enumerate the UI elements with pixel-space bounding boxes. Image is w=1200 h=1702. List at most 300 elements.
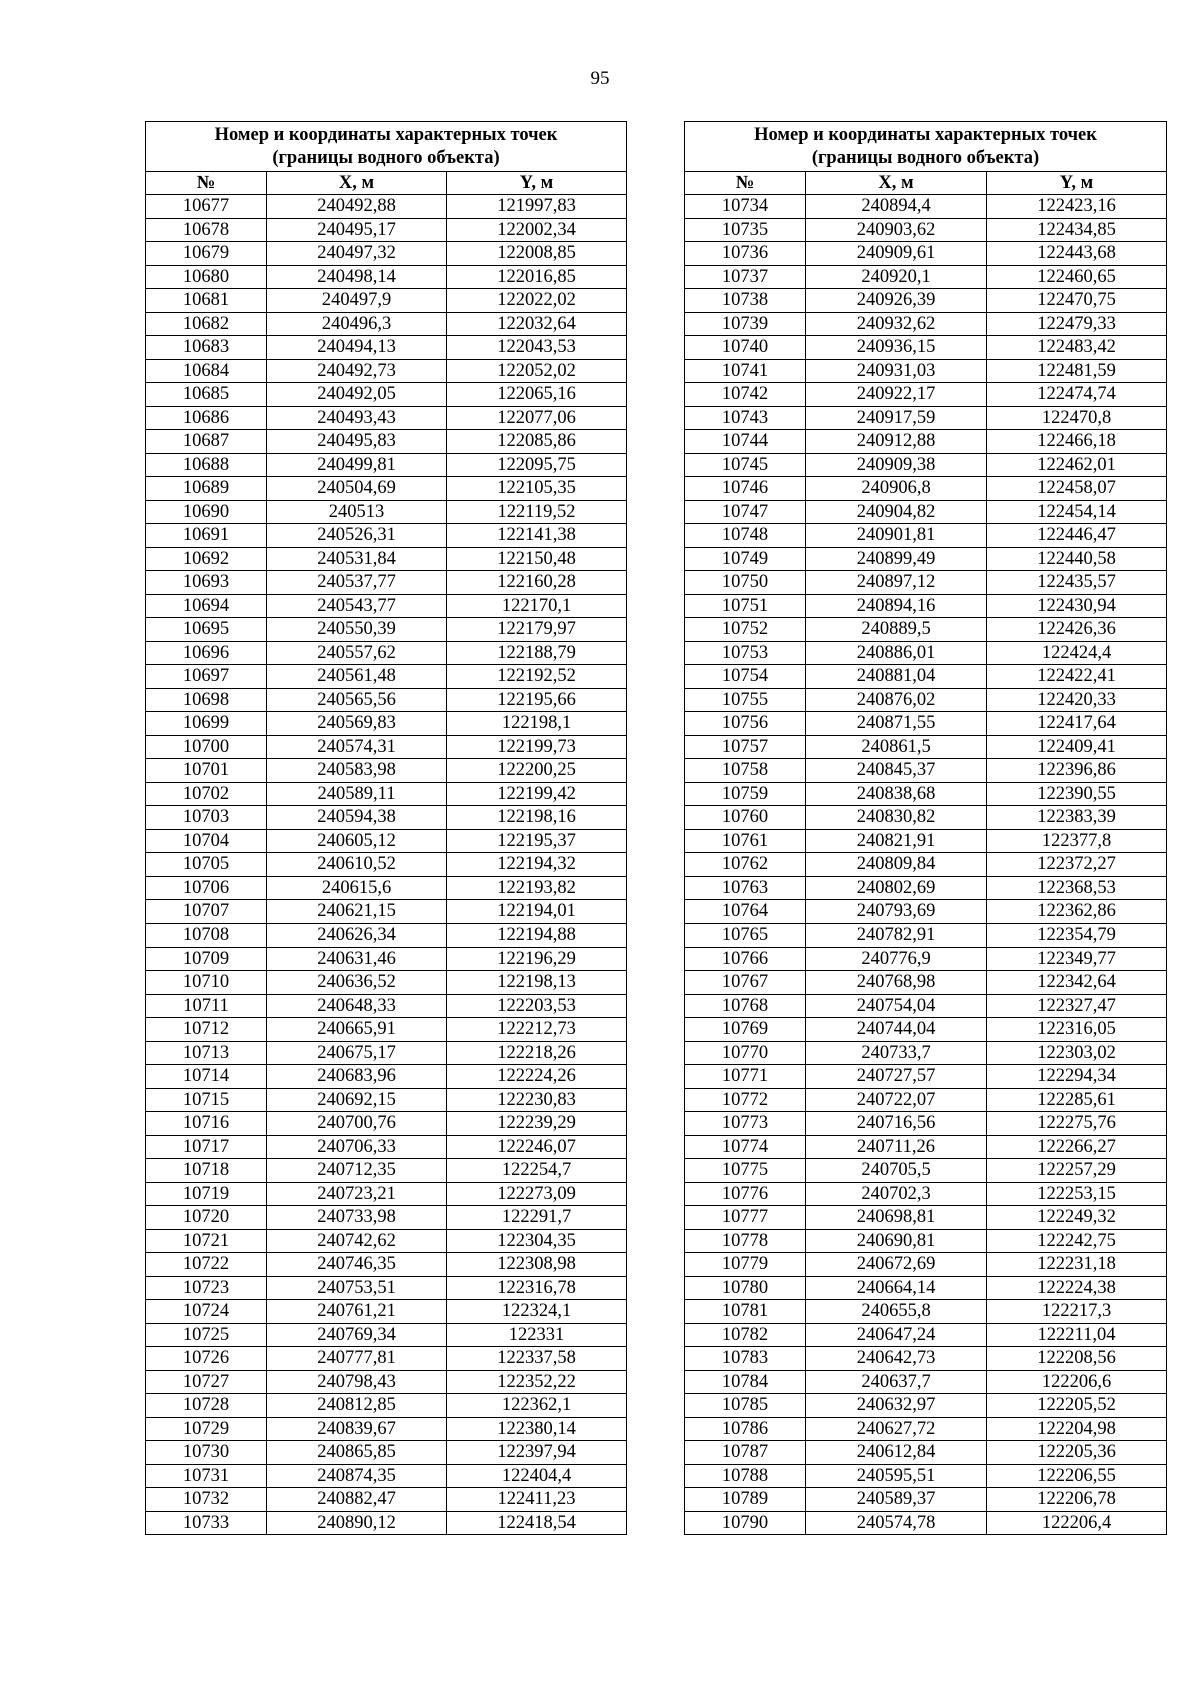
y-coordinate-cell: 122479,33: [987, 312, 1167, 336]
point-number-cell: 10692: [146, 547, 267, 571]
table-row: [146, 1018, 627, 1042]
y-coordinate-cell: 122211,04: [987, 1323, 1167, 1347]
point-number-cell: 10680: [146, 265, 267, 289]
table-row: [146, 1088, 627, 1112]
y-coordinate-cell: 122454,14: [987, 500, 1167, 524]
table-row: [685, 759, 1167, 783]
point-number-cell: 10785: [685, 1394, 806, 1418]
x-coordinate-cell: 240922,17: [806, 383, 987, 407]
table-row: [685, 641, 1167, 665]
table-body: [146, 195, 627, 1535]
y-coordinate-cell: 122257,29: [987, 1159, 1167, 1183]
point-number-cell: 10714: [146, 1065, 267, 1089]
point-number-cell: 10702: [146, 782, 267, 806]
point-number-cell: 10696: [146, 641, 267, 665]
table-row: [685, 1323, 1167, 1347]
x-coordinate-cell: 240583,98: [267, 759, 447, 783]
point-number-cell: 10739: [685, 312, 806, 336]
x-coordinate-cell: 240531,84: [267, 547, 447, 571]
table-row: [685, 618, 1167, 642]
point-number-cell: 10694: [146, 594, 267, 618]
table-row: [685, 900, 1167, 924]
table-row: [146, 594, 627, 618]
point-number-cell: 10700: [146, 735, 267, 759]
y-coordinate-cell: 122424,4: [987, 641, 1167, 665]
x-coordinate-cell: 240574,31: [267, 735, 447, 759]
y-coordinate-cell: 122198,1: [447, 712, 627, 736]
table-row: [685, 1511, 1167, 1535]
y-coordinate-cell: 122016,85: [447, 265, 627, 289]
y-coordinate-cell: 122170,1: [447, 594, 627, 618]
y-coordinate-cell: 122417,64: [987, 712, 1167, 736]
y-coordinate-cell: 122483,42: [987, 336, 1167, 360]
x-coordinate-cell: 240526,31: [267, 524, 447, 548]
point-number-cell: 10790: [685, 1511, 806, 1535]
x-coordinate-cell: 240627,72: [806, 1417, 987, 1441]
table-row: [685, 500, 1167, 524]
y-coordinate-cell: 122462,01: [987, 453, 1167, 477]
x-coordinate-cell: 240865,85: [267, 1441, 447, 1465]
table-row: [685, 923, 1167, 947]
x-coordinate-cell: 240821,91: [806, 829, 987, 853]
point-number-cell: 10691: [146, 524, 267, 548]
table-row: [146, 453, 627, 477]
x-coordinate-cell: 240897,12: [806, 571, 987, 595]
point-number-cell: 10778: [685, 1229, 806, 1253]
y-coordinate-cell: 122179,97: [447, 618, 627, 642]
x-coordinate-cell: 240665,91: [267, 1018, 447, 1042]
x-coordinate-cell: 240917,59: [806, 406, 987, 430]
table-row: [685, 195, 1167, 219]
table-row: [685, 1394, 1167, 1418]
point-number-cell: 10746: [685, 477, 806, 501]
y-coordinate-cell: 122390,55: [987, 782, 1167, 806]
table-row: [146, 876, 627, 900]
table-row: [685, 1488, 1167, 1512]
x-coordinate-cell: 240769,34: [267, 1323, 447, 1347]
table-row: [685, 1018, 1167, 1042]
y-coordinate-cell: 122192,52: [447, 665, 627, 689]
point-number-cell: 10693: [146, 571, 267, 595]
point-number-cell: 10783: [685, 1347, 806, 1371]
x-coordinate-cell: 240561,48: [267, 665, 447, 689]
table-row: [685, 453, 1167, 477]
y-coordinate-cell: 122380,14: [447, 1417, 627, 1441]
point-number-cell: 10728: [146, 1394, 267, 1418]
table-row: [146, 1135, 627, 1159]
table-row: [685, 1206, 1167, 1230]
x-coordinate-cell: 240610,52: [267, 853, 447, 877]
table-row: [685, 1417, 1167, 1441]
table-row: [146, 1041, 627, 1065]
y-coordinate-cell: 122383,39: [987, 806, 1167, 830]
table-row: [685, 242, 1167, 266]
x-coordinate-cell: 240901,81: [806, 524, 987, 548]
y-coordinate-cell: 122470,75: [987, 289, 1167, 313]
table-row: [685, 383, 1167, 407]
point-number-cell: 10722: [146, 1253, 267, 1277]
table-subtitle-line: (границы водного объекта): [811, 147, 1040, 168]
column-header-x: X, м: [267, 172, 447, 195]
table-row: [685, 806, 1167, 830]
y-coordinate-cell: 122224,26: [447, 1065, 627, 1089]
x-coordinate-cell: 240798,43: [267, 1370, 447, 1394]
y-coordinate-cell: 122203,53: [447, 994, 627, 1018]
x-coordinate-cell: 240727,57: [806, 1065, 987, 1089]
point-number-cell: 10726: [146, 1347, 267, 1371]
point-number-cell: 10754: [685, 665, 806, 689]
y-coordinate-cell: 122199,73: [447, 735, 627, 759]
x-coordinate-cell: 240733,98: [267, 1206, 447, 1230]
x-coordinate-cell: 240637,7: [806, 1370, 987, 1394]
x-coordinate-cell: 240871,55: [806, 712, 987, 736]
point-number-cell: 10768: [685, 994, 806, 1018]
table-row: [146, 971, 627, 995]
x-coordinate-cell: 240672,69: [806, 1253, 987, 1277]
x-coordinate-cell: 240513: [267, 500, 447, 524]
y-coordinate-cell: 122397,94: [447, 1441, 627, 1465]
y-coordinate-cell: 122434,85: [987, 218, 1167, 242]
point-number-cell: 10772: [685, 1088, 806, 1112]
x-coordinate-cell: 240874,35: [267, 1464, 447, 1488]
table-row: [685, 665, 1167, 689]
y-coordinate-cell: 122327,47: [987, 994, 1167, 1018]
x-coordinate-cell: 240861,5: [806, 735, 987, 759]
y-coordinate-cell: 122199,42: [447, 782, 627, 806]
y-coordinate-cell: 122481,59: [987, 359, 1167, 383]
y-coordinate-cell: 122430,94: [987, 594, 1167, 618]
x-coordinate-cell: 240569,83: [267, 712, 447, 736]
x-coordinate-cell: 240899,49: [806, 547, 987, 571]
x-coordinate-cell: 240802,69: [806, 876, 987, 900]
point-number-cell: 10717: [146, 1135, 267, 1159]
y-coordinate-cell: 122470,8: [987, 406, 1167, 430]
point-number-cell: 10735: [685, 218, 806, 242]
y-coordinate-cell: 122239,29: [447, 1112, 627, 1136]
x-coordinate-cell: 240782,91: [806, 923, 987, 947]
x-coordinate-cell: 240777,81: [267, 1347, 447, 1371]
y-coordinate-cell: 122372,27: [987, 853, 1167, 877]
y-coordinate-cell: 122230,83: [447, 1088, 627, 1112]
y-coordinate-cell: 122426,36: [987, 618, 1167, 642]
y-coordinate-cell: 122193,82: [447, 876, 627, 900]
table-row: [146, 571, 627, 595]
x-coordinate-cell: 240589,11: [267, 782, 447, 806]
x-coordinate-cell: 240712,35: [267, 1159, 447, 1183]
y-coordinate-cell: 122205,36: [987, 1441, 1167, 1465]
table-row: [146, 336, 627, 360]
point-number-cell: 10720: [146, 1206, 267, 1230]
table-row: [685, 218, 1167, 242]
point-number-cell: 10769: [685, 1018, 806, 1042]
x-coordinate-cell: 240632,97: [806, 1394, 987, 1418]
y-coordinate-cell: 122008,85: [447, 242, 627, 266]
table-row: [146, 406, 627, 430]
y-coordinate-cell: 122275,76: [987, 1112, 1167, 1136]
y-coordinate-cell: 122362,1: [447, 1394, 627, 1418]
table-row: [685, 876, 1167, 900]
point-number-cell: 10718: [146, 1159, 267, 1183]
table-row: [685, 1229, 1167, 1253]
point-number-cell: 10688: [146, 453, 267, 477]
table-row: [685, 1135, 1167, 1159]
y-coordinate-cell: 122208,56: [987, 1347, 1167, 1371]
y-coordinate-cell: 122043,53: [447, 336, 627, 360]
x-coordinate-cell: 240537,77: [267, 571, 447, 595]
x-coordinate-cell: 240906,8: [806, 477, 987, 501]
point-number-cell: 10731: [146, 1464, 267, 1488]
point-number-cell: 10708: [146, 923, 267, 947]
table-body: [685, 195, 1167, 1535]
x-coordinate-cell: 240809,84: [806, 853, 987, 877]
x-coordinate-cell: 240493,43: [267, 406, 447, 430]
table-row: [146, 1464, 627, 1488]
point-number-cell: 10760: [685, 806, 806, 830]
x-coordinate-cell: 240655,8: [806, 1300, 987, 1324]
point-number-cell: 10724: [146, 1300, 267, 1324]
point-number-cell: 10789: [685, 1488, 806, 1512]
column-header-y: Y, м: [447, 172, 627, 195]
x-coordinate-cell: 240793,69: [806, 900, 987, 924]
table-row: [146, 712, 627, 736]
point-number-cell: 10677: [146, 195, 267, 219]
y-coordinate-cell: 122141,38: [447, 524, 627, 548]
y-coordinate-cell: 122224,38: [987, 1276, 1167, 1300]
x-coordinate-cell: 240495,17: [267, 218, 447, 242]
point-number-cell: 10690: [146, 500, 267, 524]
point-number-cell: 10764: [685, 900, 806, 924]
x-coordinate-cell: 240830,82: [806, 806, 987, 830]
y-coordinate-cell: 122354,79: [987, 923, 1167, 947]
table-row: [685, 1464, 1167, 1488]
point-number-cell: 10678: [146, 218, 267, 242]
point-number-cell: 10715: [146, 1088, 267, 1112]
x-coordinate-cell: 240711,26: [806, 1135, 987, 1159]
table-row: [146, 1323, 627, 1347]
point-number-cell: 10755: [685, 688, 806, 712]
table-row: [146, 759, 627, 783]
table-row: [146, 477, 627, 501]
table-row: [146, 1394, 627, 1418]
table-title-line: Номер и координаты характерных точек: [214, 124, 558, 145]
y-coordinate-cell: 122316,78: [447, 1276, 627, 1300]
table-row: [146, 1253, 627, 1277]
y-coordinate-cell: 122253,15: [987, 1182, 1167, 1206]
y-coordinate-cell: 122052,02: [447, 359, 627, 383]
x-coordinate-cell: 240675,17: [267, 1041, 447, 1065]
x-coordinate-cell: 240926,39: [806, 289, 987, 313]
table-row: [146, 1511, 627, 1535]
table-row: [685, 1253, 1167, 1277]
y-coordinate-cell: 122095,75: [447, 453, 627, 477]
point-number-cell: 10761: [685, 829, 806, 853]
y-coordinate-cell: 122324,1: [447, 1300, 627, 1324]
table-title-line: Номер и координаты характерных точек: [754, 124, 1097, 145]
x-coordinate-cell: 240692,15: [267, 1088, 447, 1112]
table-row: [685, 688, 1167, 712]
x-coordinate-cell: 240838,68: [806, 782, 987, 806]
x-coordinate-cell: 240776,9: [806, 947, 987, 971]
point-number-cell: 10773: [685, 1112, 806, 1136]
x-coordinate-cell: 240753,51: [267, 1276, 447, 1300]
point-number-cell: 10787: [685, 1441, 806, 1465]
table-row: [685, 406, 1167, 430]
table-row: [685, 1112, 1167, 1136]
y-coordinate-cell: 122352,22: [447, 1370, 627, 1394]
table-row: [685, 782, 1167, 806]
x-coordinate-cell: 240932,62: [806, 312, 987, 336]
point-number-cell: 10756: [685, 712, 806, 736]
point-number-cell: 10759: [685, 782, 806, 806]
y-coordinate-cell: 122443,68: [987, 242, 1167, 266]
point-number-cell: 10742: [685, 383, 806, 407]
y-coordinate-cell: 122206,6: [987, 1370, 1167, 1394]
x-coordinate-cell: 240543,77: [267, 594, 447, 618]
x-coordinate-cell: 240723,21: [267, 1182, 447, 1206]
y-coordinate-cell: 122198,13: [447, 971, 627, 995]
y-coordinate-cell: 122396,86: [987, 759, 1167, 783]
x-coordinate-cell: 240615,6: [267, 876, 447, 900]
x-coordinate-cell: 240589,37: [806, 1488, 987, 1512]
point-number-cell: 10686: [146, 406, 267, 430]
table-row: [146, 524, 627, 548]
point-number-cell: 10786: [685, 1417, 806, 1441]
x-coordinate-cell: 240733,7: [806, 1041, 987, 1065]
point-number-cell: 10719: [146, 1182, 267, 1206]
x-coordinate-cell: 240492,05: [267, 383, 447, 407]
table-row: [146, 1488, 627, 1512]
point-number-cell: 10779: [685, 1253, 806, 1277]
y-coordinate-cell: 122200,25: [447, 759, 627, 783]
table-row: [685, 359, 1167, 383]
point-number-cell: 10777: [685, 1206, 806, 1230]
x-coordinate-cell: 240936,15: [806, 336, 987, 360]
table-row: [146, 806, 627, 830]
x-coordinate-cell: 240492,88: [267, 195, 447, 219]
y-coordinate-cell: 122195,66: [447, 688, 627, 712]
point-number-cell: 10695: [146, 618, 267, 642]
table-row: [685, 1041, 1167, 1065]
table-row: [685, 1347, 1167, 1371]
x-coordinate-cell: 240845,37: [806, 759, 987, 783]
x-coordinate-cell: 240890,12: [267, 1511, 447, 1535]
x-coordinate-cell: 240931,03: [806, 359, 987, 383]
y-coordinate-cell: 122160,28: [447, 571, 627, 595]
y-coordinate-cell: 122206,55: [987, 1464, 1167, 1488]
table-row: [146, 218, 627, 242]
point-number-cell: 10770: [685, 1041, 806, 1065]
y-coordinate-cell: 122188,79: [447, 641, 627, 665]
y-coordinate-cell: 122022,02: [447, 289, 627, 313]
point-number-cell: 10705: [146, 853, 267, 877]
x-coordinate-cell: 240894,4: [806, 195, 987, 219]
point-number-cell: 10706: [146, 876, 267, 900]
x-coordinate-cell: 240705,5: [806, 1159, 987, 1183]
y-coordinate-cell: 122249,32: [987, 1206, 1167, 1230]
y-coordinate-cell: 122194,01: [447, 900, 627, 924]
y-coordinate-cell: 122212,73: [447, 1018, 627, 1042]
table-row: [146, 665, 627, 689]
y-coordinate-cell: 122368,53: [987, 876, 1167, 900]
table-row: [685, 735, 1167, 759]
y-coordinate-cell: 122331: [447, 1323, 627, 1347]
y-coordinate-cell: 122316,05: [987, 1018, 1167, 1042]
x-coordinate-cell: 240631,46: [267, 947, 447, 971]
table-row: [685, 265, 1167, 289]
point-number-cell: 10782: [685, 1323, 806, 1347]
column-header-y: Y, м: [987, 172, 1167, 195]
table-row: [685, 336, 1167, 360]
y-coordinate-cell: 122198,16: [447, 806, 627, 830]
y-coordinate-cell: 122337,58: [447, 1347, 627, 1371]
y-coordinate-cell: 122435,57: [987, 571, 1167, 595]
point-number-cell: 10704: [146, 829, 267, 853]
y-coordinate-cell: 122304,35: [447, 1229, 627, 1253]
point-number-cell: 10712: [146, 1018, 267, 1042]
y-coordinate-cell: 122423,16: [987, 195, 1167, 219]
page-number: 95: [590, 68, 610, 89]
x-coordinate-cell: 240700,76: [267, 1112, 447, 1136]
y-coordinate-cell: 122032,64: [447, 312, 627, 336]
y-coordinate-cell: 122446,47: [987, 524, 1167, 548]
point-number-cell: 10775: [685, 1159, 806, 1183]
y-coordinate-cell: 122409,41: [987, 735, 1167, 759]
table-row: [146, 1159, 627, 1183]
x-coordinate-cell: 240496,3: [267, 312, 447, 336]
table-row: [146, 1417, 627, 1441]
x-coordinate-cell: 240882,47: [267, 1488, 447, 1512]
x-coordinate-cell: 240594,38: [267, 806, 447, 830]
y-coordinate-cell: 122195,37: [447, 829, 627, 853]
x-coordinate-cell: 240716,56: [806, 1112, 987, 1136]
x-coordinate-cell: 240648,33: [267, 994, 447, 1018]
point-number-cell: 10710: [146, 971, 267, 995]
x-coordinate-cell: 240636,52: [267, 971, 447, 995]
point-number-cell: 10684: [146, 359, 267, 383]
y-coordinate-cell: 122420,33: [987, 688, 1167, 712]
x-coordinate-cell: 240702,3: [806, 1182, 987, 1206]
x-coordinate-cell: 240504,69: [267, 477, 447, 501]
x-coordinate-cell: 240698,81: [806, 1206, 987, 1230]
y-coordinate-cell: 122294,34: [987, 1065, 1167, 1089]
table-row: [146, 900, 627, 924]
point-number-cell: 10737: [685, 265, 806, 289]
x-coordinate-cell: 240664,14: [806, 1276, 987, 1300]
y-coordinate-cell: 122418,54: [447, 1511, 627, 1535]
point-number-cell: 10725: [146, 1323, 267, 1347]
y-coordinate-cell: 122458,07: [987, 477, 1167, 501]
y-coordinate-cell: 122466,18: [987, 430, 1167, 454]
x-coordinate-cell: 240495,83: [267, 430, 447, 454]
y-coordinate-cell: 122218,26: [447, 1041, 627, 1065]
point-number-cell: 10750: [685, 571, 806, 595]
x-coordinate-cell: 240912,88: [806, 430, 987, 454]
y-coordinate-cell: 122349,77: [987, 947, 1167, 971]
y-coordinate-cell: 122246,07: [447, 1135, 627, 1159]
table-row: [146, 1229, 627, 1253]
y-coordinate-cell: 122273,09: [447, 1182, 627, 1206]
x-coordinate-cell: 240499,81: [267, 453, 447, 477]
point-number-cell: 10727: [146, 1370, 267, 1394]
x-coordinate-cell: 240812,85: [267, 1394, 447, 1418]
point-number-cell: 10707: [146, 900, 267, 924]
table-row: [685, 289, 1167, 313]
point-number-cell: 10682: [146, 312, 267, 336]
table-row: [146, 242, 627, 266]
x-coordinate-cell: 240742,62: [267, 1229, 447, 1253]
table-row: [685, 971, 1167, 995]
point-number-cell: 10732: [146, 1488, 267, 1512]
